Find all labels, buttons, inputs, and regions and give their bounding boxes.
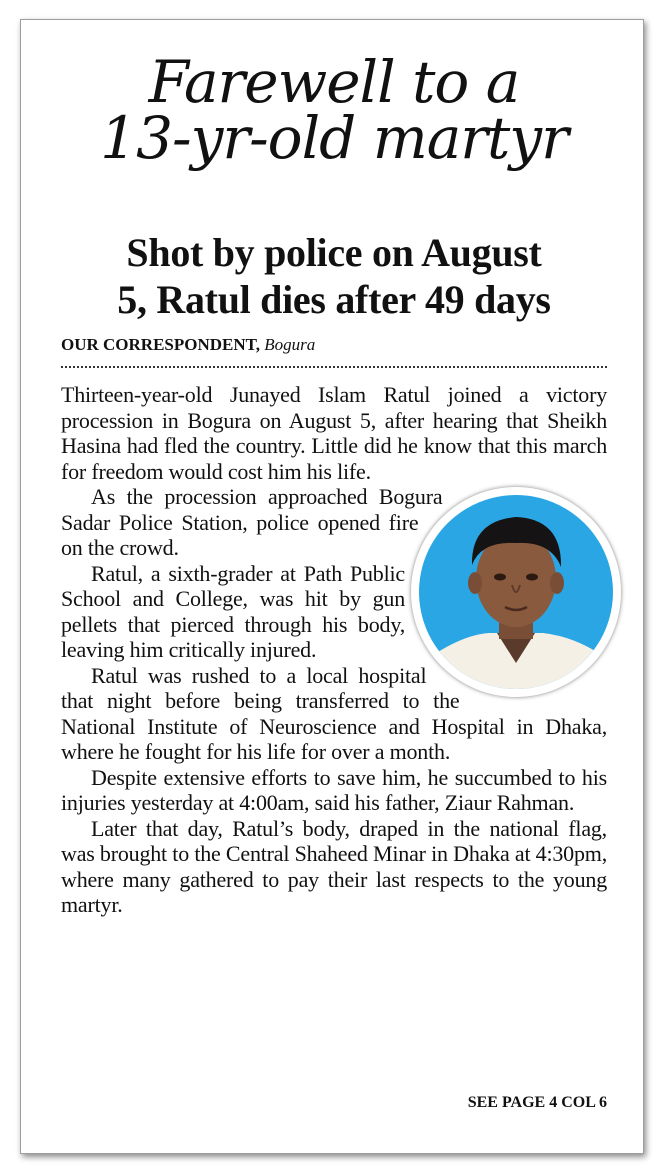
headline [61, 48, 607, 172]
headline-line-2: 13-yr-old martyr [100, 104, 568, 172]
boy-portrait-image [419, 495, 613, 689]
byline [61, 335, 607, 355]
byline-place: Bogura [264, 335, 316, 354]
continuation-link[interactable]: SEE PAGE 4 COL 6 [467, 1094, 607, 1111]
paragraph-2: As the procession approached Bogura Sadar Police Station, police opened fire on the crowd. [61, 484, 443, 560]
subheadline-line-1: Shot by police on August [126, 230, 542, 275]
byline-name: OUR CORRESPONDENT, [61, 335, 260, 354]
subheadline-line-2: 5, Ratul dies after 49 days [117, 277, 551, 322]
paragraph-5: Despite extensive efforts to save him, he succumbed to his injuries yesterday at 4:00am, said his father, Ziaur Rahman. [61, 764, 607, 815]
portrait-photo [411, 487, 621, 699]
paragraph-3: Ratul, a sixth-grader at Path Public School and College, was hit by gun pellets that pierced through his body, leaving him critically injured. [61, 560, 405, 662]
newspaper-clipping [20, 19, 644, 1154]
headline-line-1: Farewell to a [148, 48, 520, 116]
dotted-divider [61, 366, 607, 368]
subheadline [61, 229, 607, 323]
paragraph-4: Ratul was rushed to a local hospital that night before being transferred to the National Institute of Neuroscience and Hospital in Dhaka, where he fought for his life for over a month. [61, 662, 607, 764]
paragraph-6: Later that day, Ratul’s body, draped in the national flag, was brought to the Central Shaheed Minar in Dhaka at 4:30pm, where many gathered to pay their last respects to the young martyr. [61, 815, 607, 917]
paragraph-1: Thirteen-year-old Junayed Islam Ratul joined a victory procession in Bogura on August 5, after hearing that Sheikh Hasina had fled the country. Little did he know that this march for freedom would cost him his life. [61, 382, 607, 484]
article-body [61, 382, 607, 918]
